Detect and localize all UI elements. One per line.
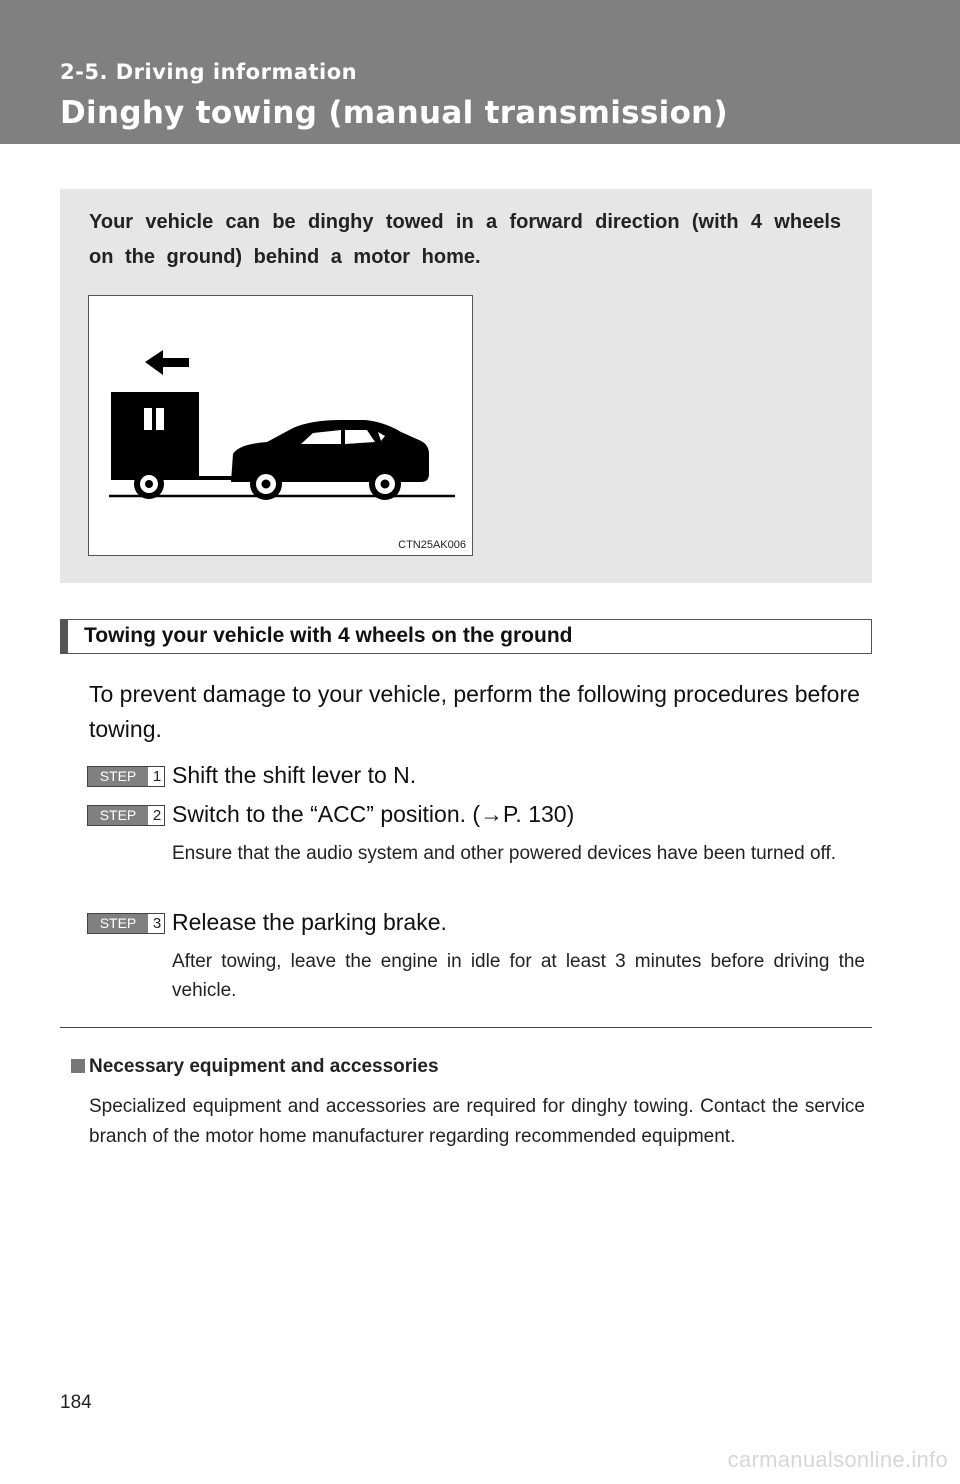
step-number: 1 bbox=[152, 768, 162, 785]
square-bullet-icon bbox=[71, 1059, 85, 1073]
step-text: Release the parking brake. bbox=[172, 909, 447, 935]
page-title: Dinghy towing (manual transmission) bbox=[60, 95, 729, 131]
towing-illustration bbox=[88, 295, 473, 556]
step-word: STEP bbox=[88, 914, 148, 933]
step-text: Shift the shift lever to N. bbox=[172, 762, 417, 788]
arrow-left-icon bbox=[145, 350, 189, 375]
divider bbox=[60, 1027, 872, 1028]
motor-home-shape bbox=[111, 392, 199, 480]
section-label: 2-5. Driving information bbox=[60, 60, 358, 84]
step-badge bbox=[87, 766, 165, 787]
chapter-header bbox=[0, 0, 960, 144]
step-number: 3 bbox=[152, 915, 162, 932]
step-badge bbox=[87, 913, 165, 934]
tow-bar bbox=[195, 476, 233, 480]
figure-code: CTN25AK006 bbox=[398, 539, 466, 551]
step-word: STEP bbox=[88, 767, 148, 786]
towing-diagram bbox=[89, 296, 472, 555]
step-word: STEP bbox=[88, 806, 148, 825]
note-heading-text: Necessary equipment and accessories bbox=[89, 1056, 439, 1077]
note-body: Specialized equipment and accessories are required for dinghy towing. Contact the service branch of the motor home manufacturer regarding recommended equipment. bbox=[89, 1096, 865, 1147]
section-heading-text: Towing your vehicle with 4 wheels on the ground bbox=[84, 624, 573, 647]
watermark: carmanualsonline.info bbox=[727, 1447, 948, 1472]
section-intro: To prevent damage to your vehicle, perform the following procedures before towing. bbox=[89, 681, 860, 742]
step-3-note: After towing, leave the engine in idle for at least 3 minutes before driving the vehicle. bbox=[172, 951, 865, 1001]
page-number: 184 bbox=[60, 1392, 92, 1413]
step-text: Switch to the “ACC” position. (→P. 130) bbox=[172, 801, 575, 827]
note-heading bbox=[71, 1056, 439, 1078]
intro-text: Your vehicle can be dinghy towed in a forward direction (with 4 wheels on the ground) behind a motor home. bbox=[89, 211, 841, 268]
section-heading bbox=[60, 619, 872, 654]
intro-box bbox=[60, 189, 872, 583]
step-2-note: Ensure that the audio system and other powered devices have been turned off. bbox=[172, 843, 837, 864]
step-badge bbox=[87, 805, 165, 826]
step-number: 2 bbox=[152, 807, 162, 824]
